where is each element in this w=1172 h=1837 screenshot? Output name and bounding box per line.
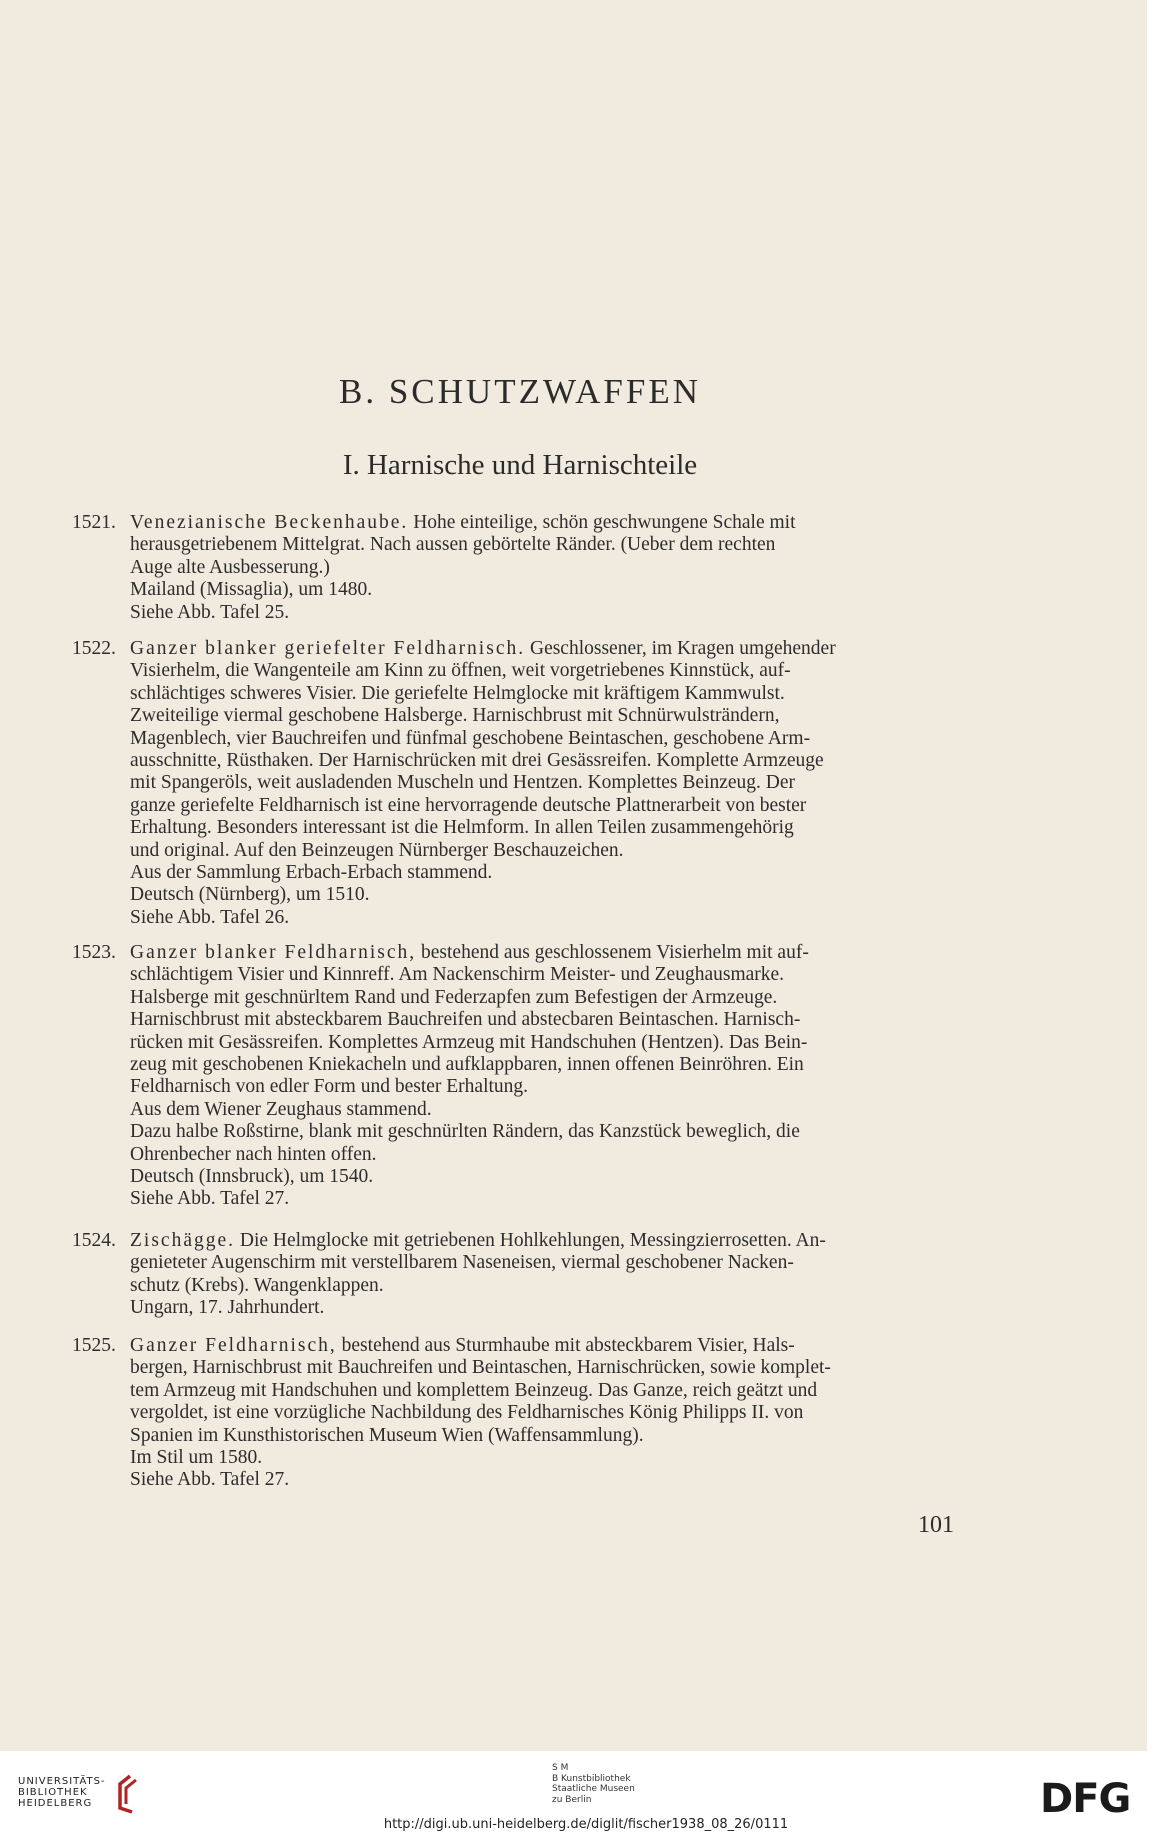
entry-line: Siehe Abb. Tafel 27. [130, 1188, 290, 1210]
entry-line: zeug mit geschobenen Kniekacheln und aufklappbaren, innen offenen Beinröhren. Ein [130, 1054, 804, 1076]
entry-heading: Ganzer blanker geriefelter Feldharnisch. [130, 638, 526, 659]
footer-text: BIBLIOTHEK [18, 1787, 88, 1798]
entry-heading: Ganzer blanker Feldharnisch, [130, 942, 417, 963]
page-heading: B. SCHUTZWAFFEN [339, 372, 701, 411]
entry-line: Siehe Abb. Tafel 26. [130, 906, 290, 928]
entry-line: bestehend aus geschlossenem Visierhelm mit auf- [421, 942, 809, 963]
footer-text: zu Berlin [552, 1794, 592, 1805]
entry-line: Dazu halbe Roßstirne, blank mit geschnürlten Rändern, das Kanzstück beweglich, die [130, 1121, 800, 1143]
entry-line: Deutsch (Innsbruck), um 1540. [130, 1166, 374, 1188]
entry-line: Deutsch (Nürnberg), um 1510. [130, 884, 370, 906]
footer-text: S M [552, 1763, 569, 1773]
footer-text: UNIVERSITÄTS- [18, 1776, 106, 1787]
entry-line: Auge alte Ausbesserung.) [130, 556, 330, 578]
entry-line: Mailand (Missaglia), um 1480. [130, 579, 373, 601]
entry-line: schlächtiges schweres Visier. Die geriefelte Helmglocke mit kräftigem Kammwulst. [130, 682, 785, 704]
entry-number: 1525. [72, 1335, 116, 1356]
catalog-entry-1525 [72, 1335, 960, 1492]
entry-line: Ohrenbecher nach hinten offen. [130, 1143, 377, 1165]
source-url-link[interactable]: http://digi.ub.uni-heidelberg.de/diglit/fischer1938_08_26/0111 [383, 1817, 789, 1832]
entry-line: Harnischbrust mit absteckbarem Bauchreifen und abstecbaren Beintaschen. Harnisch- [130, 1009, 801, 1031]
entry-line: bergen, Harnischbrust mit Bauchreifen und Beintaschen, Harnischrücken, sowie komplet- [130, 1357, 831, 1379]
entry-heading: Venezianische Beckenhaube. [130, 512, 409, 533]
entry-line: schlächtigem Visier und Kinnreff. Am Nackenschirm Meister- und Zeughausmarke. [130, 964, 785, 986]
footer-text: HEIDELBERG [18, 1798, 93, 1809]
footer-text: B Kunstbibliothek [552, 1773, 631, 1784]
entry-line: Siehe Abb. Tafel 25. [130, 601, 290, 623]
entry-line: vergoldet, ist eine vorzügliche Nachbildung des Feldharnisches König Philipps II. von [130, 1402, 804, 1424]
entry-line: bestehend aus Sturmhaube mit absteckbarem Visier, Hals- [341, 1335, 795, 1356]
entry-number: 1523. [72, 942, 116, 963]
entry-line: Siehe Abb. Tafel 27. [130, 1469, 290, 1491]
entry-line: Erhaltung. Besonders interessant ist die Helmform. In allen Teilen zusammengehörig [130, 817, 794, 839]
entry-line: Spanien im Kunsthistorischen Museum Wien (Waffensammlung). [130, 1424, 644, 1446]
entry-line: Ungarn, 17. Jahrhundert. [130, 1297, 325, 1319]
kunstbibliothek-label [552, 1763, 635, 1805]
entry-line: Feldharnisch von edler Form und bester Erhaltung. [130, 1076, 529, 1098]
entry-heading: Ganzer Feldharnisch, [130, 1335, 337, 1356]
entry-line: Die Helmglocke mit getriebenen Hohlkehlungen, Messingzierrosetten. An- [239, 1230, 826, 1251]
page-number: 101 [918, 1512, 954, 1538]
entry-line: tem Armzeug mit Handschuhen und komplettem Beinzeug. Das Ganze, reich geätzt und [130, 1379, 818, 1401]
entry-line: Zweiteilige viermal geschobene Halsberge. Harnischbrust mit Schnürwulsträndern, [130, 705, 780, 727]
entry-line: Magenblech, vier Bauchreifen und fünfmal geschobene Beintaschen, geschobene Arm- [130, 727, 811, 749]
entry-number: 1522. [72, 638, 116, 659]
footer-text: Staatliche Museen [552, 1784, 635, 1794]
catalog-entry-1522 [72, 638, 960, 929]
entry-line: ausschnitte, Rüsthaken. Der Harnischrücken mit drei Gesässreifen. Komplette Armzeuge [130, 750, 824, 772]
entry-line: herausgetriebenem Mittelgrat. Nach aussen gebörtelte Ränder. (Ueber dem rechten [130, 534, 776, 556]
university-library-label [18, 1776, 106, 1809]
catalog-entry-1521 [72, 512, 960, 624]
entry-line: Im Stil um 1580. [130, 1447, 263, 1469]
entry-line: ganze geriefelte Feldharnisch ist eine hervorragende deutsche Plattnerarbeit von bester [130, 794, 807, 816]
entry-line: genieteter Augenschirm mit verstellbarem Naseneisen, viermal geschobener Nacken- [130, 1252, 794, 1274]
university-logo-icon [108, 1772, 142, 1816]
section-heading: I. Harnische und Harnischteile [342, 449, 698, 481]
entry-heading: Zischägge. [130, 1230, 236, 1251]
dfg-logo: DFG [1040, 1776, 1131, 1822]
catalog-entry-1523 [72, 942, 960, 1211]
entry-number: 1521. [72, 512, 116, 533]
entry-line: Halsberge mit geschnürltem Rand und Federzapfen zum Befestigen der Armzeuge. [130, 986, 778, 1008]
entry-line: Aus dem Wiener Zeughaus stammend. [130, 1098, 432, 1120]
catalog-entry-1524 [72, 1230, 960, 1320]
entry-line: mit Spangeröls, weit ausladenden Muscheln und Hentzen. Komplettes Beinzeug. Der [130, 772, 795, 794]
entry-line: Hohe einteilige, schön geschwungene Schale mit [413, 512, 796, 533]
entry-line: rücken mit Gesässreifen. Komplettes Armzeug mit Handschuhen (Hentzen). Das Bein- [130, 1031, 808, 1053]
entry-line: und original. Auf den Beinzeugen Nürnberger Beschauzeichen. [130, 839, 624, 861]
entry-line: Visierhelm, die Wangenteile am Kinn zu öffnen, weit vorgetriebenes Kinnstück, auf- [130, 660, 791, 682]
entry-number: 1524. [72, 1230, 116, 1251]
entry-line: Geschlossener, im Kragen umgehender [529, 638, 836, 659]
entry-line: schutz (Krebs). Wangenklappen. [130, 1274, 384, 1296]
entry-line: Aus der Sammlung Erbach-Erbach stammend. [130, 862, 493, 884]
